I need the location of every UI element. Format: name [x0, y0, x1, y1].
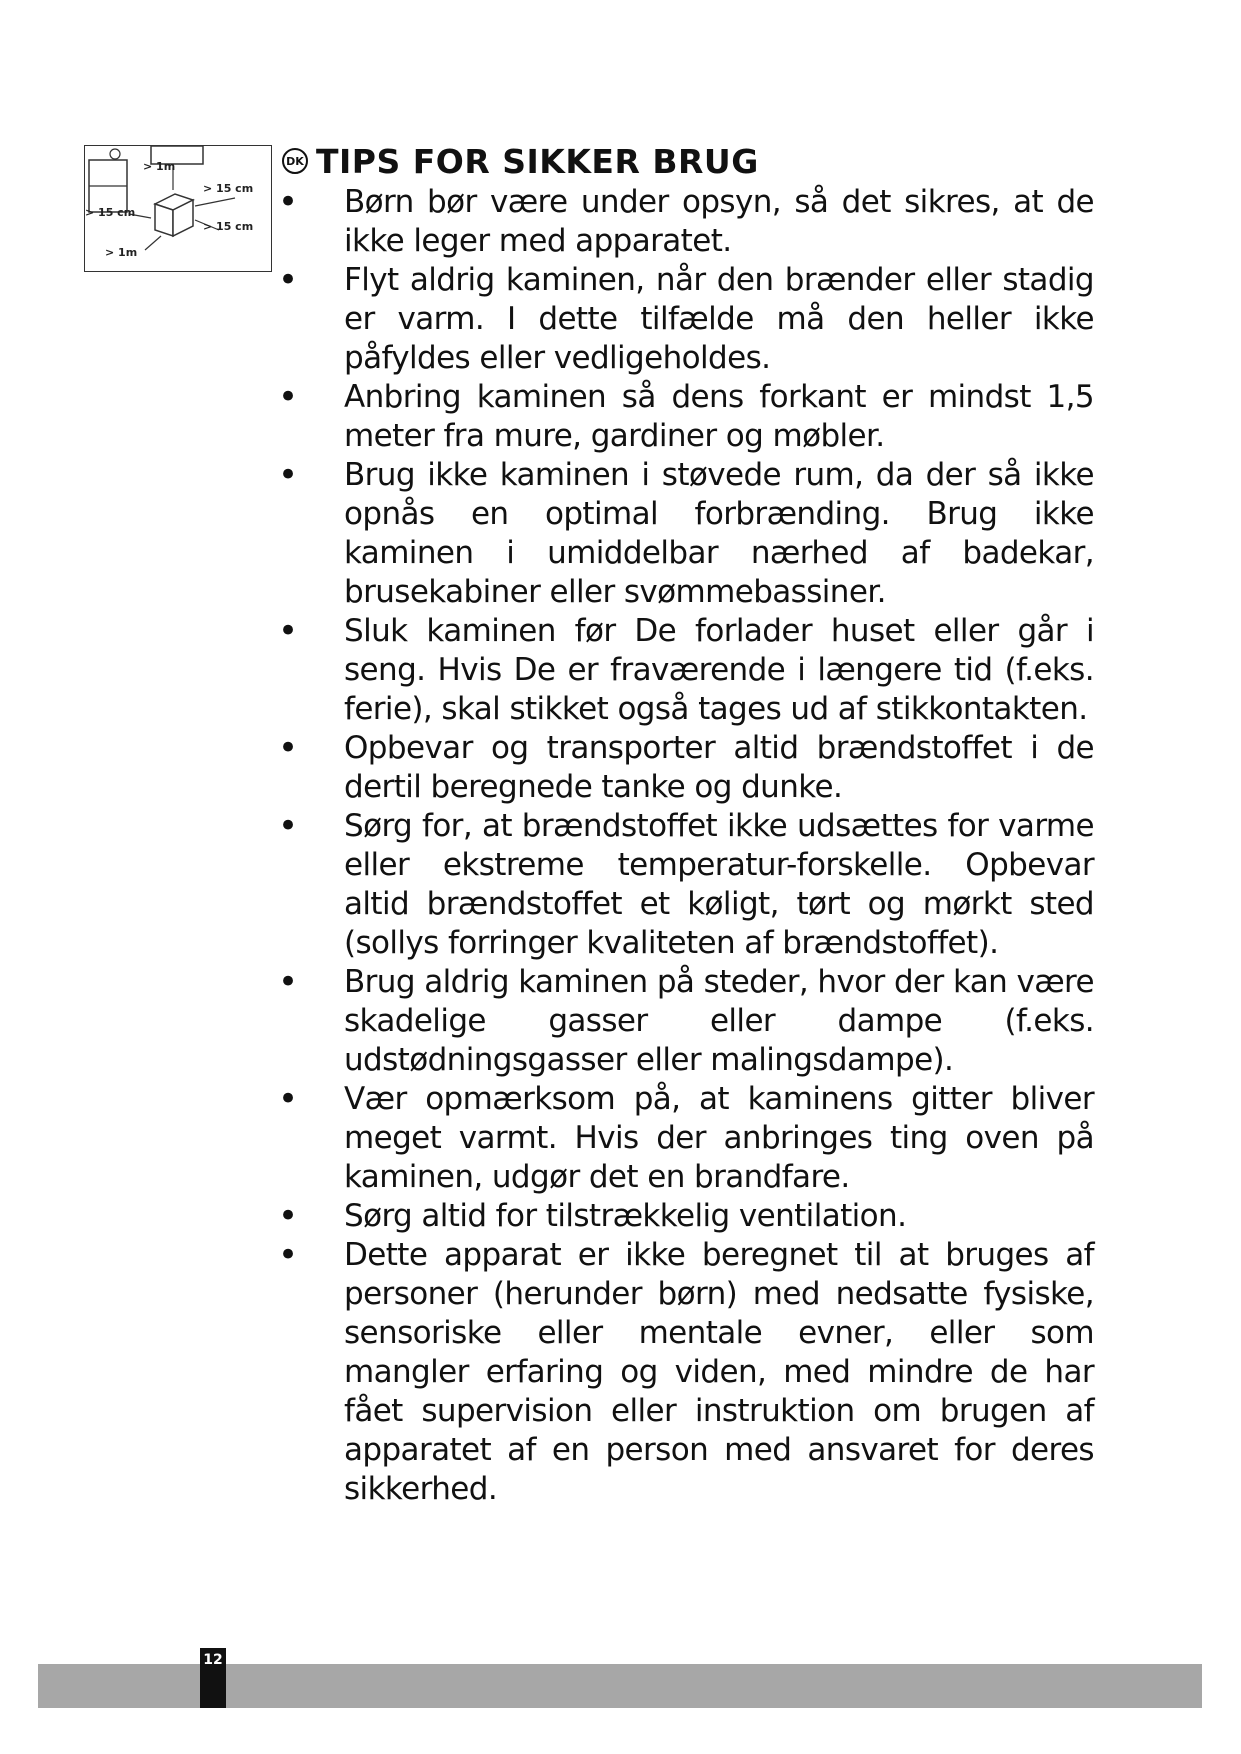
- tip-text: Dette apparat er ikke beregnet til at bruges af personer (herunder børn) med nedsatte fysiske, sensoriske eller mentale evner, eller som mangler erfaring og viden, med mindre de har fået supervision eller instruktion om brugen af apparatet af en person med ansvaret for deres sikkerhed.: [344, 1237, 1094, 1507]
- list-item: [278, 807, 1118, 963]
- bullet-icon: •: [278, 455, 298, 495]
- bullet-icon: •: [278, 806, 298, 846]
- bullet-icon: •: [278, 377, 298, 417]
- page-number: 12: [200, 1648, 226, 1708]
- bullet-icon: •: [278, 1196, 298, 1236]
- tip-text: Børn bør være under opsyn, så det sikres, at de ikke leger med apparatet.: [344, 184, 1094, 259]
- tip-text: Sørg for, at brændstoffet ikke udsættes for varme eller ekstreme temperatur-forskelle. Opbevar altid brændstoffet et køligt, tørt og mørkt sted (sollys forringer kvaliteten af brændstoffet).: [344, 808, 1094, 961]
- bullet-icon: •: [278, 962, 298, 1002]
- list-item: [278, 729, 1118, 807]
- safety-tips-list: [278, 183, 1118, 1509]
- tip-text: Sluk kaminen før De forlader huset eller går i seng. Hvis De er fraværende i længere tid (f.eks. ferie), skal stikket også tages ud af stikkontakten.: [344, 613, 1094, 727]
- list-item: [278, 963, 1118, 1080]
- clearance-illustration: [85, 146, 270, 270]
- list-item: [278, 1236, 1118, 1509]
- label-front-15cm: > 15 cm: [203, 220, 254, 233]
- section-heading: [282, 138, 759, 184]
- bullet-icon: •: [278, 1235, 298, 1275]
- label-top-1m: > 1m: [143, 160, 176, 173]
- language-badge: DK: [282, 148, 308, 174]
- page-title: TIPS FOR SIKKER BRUG: [316, 141, 759, 181]
- bullet-icon: •: [278, 611, 298, 651]
- list-item: [278, 456, 1118, 612]
- tip-text: Flyt aldrig kaminen, når den brænder eller stadig er varm. I dette tilfælde må den heller ikke påfyldes eller vedligeholdes.: [344, 262, 1094, 376]
- label-bottom-1m: > 1m: [105, 246, 138, 259]
- tip-text: Brug ikke kaminen i støvede rum, da der så ikke opnås en optimal forbrænding. Brug ikke kaminen i umiddelbar nærhed af badekar, brusekabiner eller svømmebassiner.: [344, 457, 1094, 610]
- list-item: [278, 378, 1118, 456]
- bullet-icon: •: [278, 260, 298, 300]
- tip-text: Anbring kaminen så dens forkant er mindst 1,5 meter fra mure, gardiner og møbler.: [344, 379, 1094, 454]
- tip-text: Brug aldrig kaminen på steder, hvor der kan være skadelige gasser eller dampe (f.eks. udstødningsgasser eller malingsdampe).: [344, 964, 1094, 1078]
- tip-text: Opbevar og transporter altid brændstoffet i de dertil beregnede tanke og dunke.: [344, 730, 1094, 805]
- bullet-icon: •: [278, 1079, 298, 1119]
- list-item: [278, 261, 1118, 378]
- tip-text: Sørg altid for tilstrækkelig ventilation.: [344, 1198, 907, 1234]
- list-item: [278, 183, 1118, 261]
- bullet-icon: •: [278, 728, 298, 768]
- bullet-icon: •: [278, 182, 298, 222]
- list-item: [278, 1197, 1118, 1236]
- list-item: [278, 1080, 1118, 1197]
- list-item: [278, 612, 1118, 729]
- clearance-diagram: [84, 145, 272, 272]
- label-right-15cm: > 15 cm: [203, 182, 254, 195]
- tip-text: Vær opmærksom på, at kaminens gitter bliver meget varmt. Hvis der anbringes ting oven på kaminen, udgør det en brandfare.: [344, 1081, 1094, 1195]
- label-left-15cm: > 15 cm: [85, 206, 136, 219]
